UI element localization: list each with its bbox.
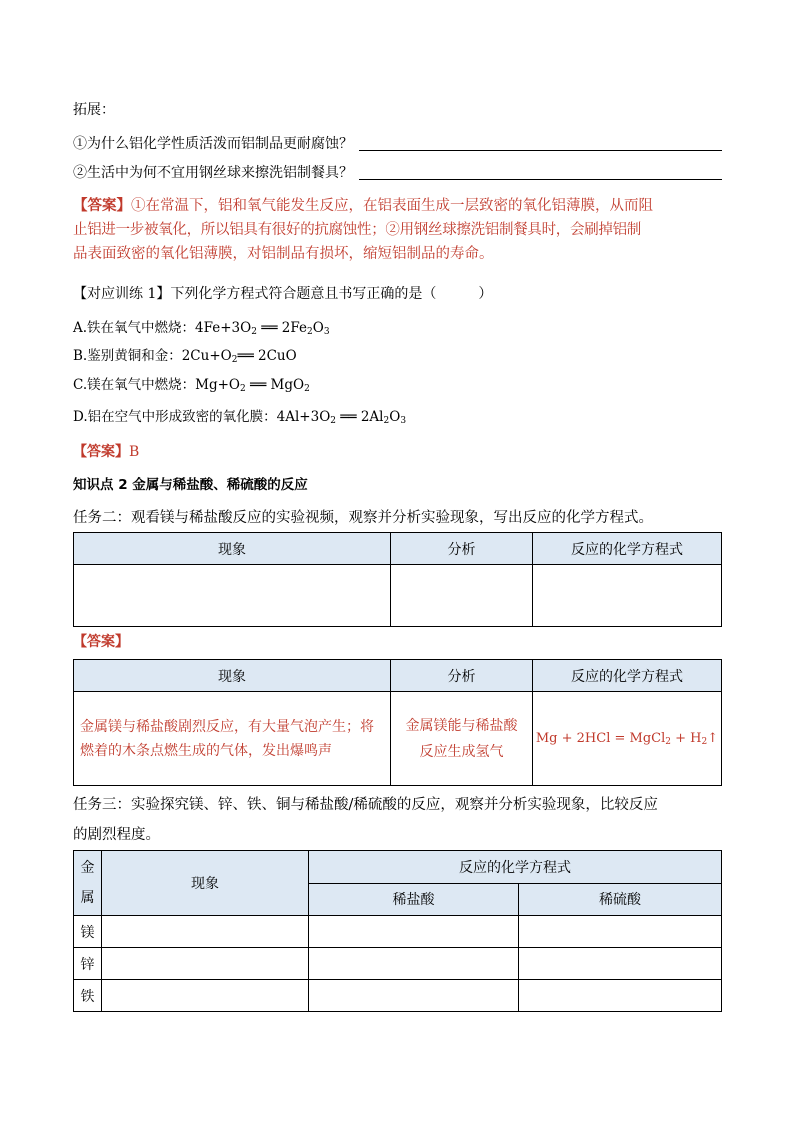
training-answer: 【答案】B (73, 444, 140, 460)
header-metal: 金属 (74, 851, 102, 916)
answer-phenomenon: 金属镁与稀盐酸剧烈反应，有大量气泡产生；将燃着的木条点燃生成的气体，发出爆鸣声 (74, 692, 391, 786)
answer-line-2: 止铝进一步被氧化，所以铝具有很好的抗腐蚀性；②用钢丝球擦洗铝制餐具时，会刷掉铝制 (73, 222, 641, 238)
answer-blank-1[interactable] (359, 150, 722, 151)
task-2-table (73, 532, 722, 627)
input-cell[interactable] (309, 980, 519, 1012)
question-2-text: ②生活中为何不宜用钢丝球来擦洗铝制餐具？ (73, 165, 353, 181)
input-cell[interactable] (309, 916, 519, 948)
option-c[interactable]: C.镁在氧气中燃烧：$Mg+O_2$ ══ MgO$_2$ (73, 377, 310, 394)
extension-heading: 拓展： (73, 102, 115, 118)
answer-line-1: ①在常温下，铝和氧气能发生反应，在铝表面生成一层致密的氧化铝薄膜，从而阻 (131, 198, 653, 214)
option-d[interactable]: D.铝在空气中形成致密的氧化膜：$4Al+3O_2$ ══ $2Al_2O_3$ (73, 409, 407, 426)
extension-answer (73, 194, 722, 266)
task-2-text: 任务二：观看镁与稀盐酸反应的实验视频，观察并分析实验现象，写出反应的化学方程式。 (73, 510, 653, 526)
metal-zn: 锌 (74, 948, 102, 980)
answer-blank-2[interactable] (359, 179, 722, 180)
answer-label: 【答案】 (73, 198, 131, 214)
option-b[interactable]: B.鉴别黄铜和金：$2Cu+O_2══$ 2CuO (73, 348, 297, 365)
header-phenomenon-3: 现象 (102, 851, 309, 916)
input-cell[interactable] (519, 916, 722, 948)
task-3-table (73, 850, 722, 1012)
training-label: 【对应训练 1】 (73, 286, 171, 302)
answer-analysis: 金属镁能与稀盐酸反应生成氢气 (391, 692, 533, 786)
training-question (73, 284, 492, 304)
header-hcl: 稀盐酸 (309, 883, 519, 916)
header-equation: 反应的化学方程式 (533, 533, 722, 565)
input-cell[interactable] (102, 948, 309, 980)
cell-equation-input[interactable] (533, 565, 722, 627)
metal-mg: 镁 (74, 916, 102, 948)
question-1 (73, 134, 722, 154)
task-2-answer-table: 现象 分析 反应的化学方程式 金属镁与稀盐酸剧烈反应，有大量气泡产生；将燃着的木条点燃生成的气体，发出爆鸣声 金属镁能与稀盐酸反应生成氢气 Mg + 2HCl = MgCl$_2$ + $H_2↑$ (73, 659, 722, 786)
input-cell[interactable] (309, 948, 519, 980)
answer-equation: Mg + 2HCl = MgCl$_2$ + $H_2↑$ (533, 692, 722, 786)
cell-phenomenon-input[interactable] (74, 565, 391, 627)
header-analysis: 分析 (391, 533, 533, 565)
answer-line-3: 品表面致密的氧化铝薄膜，对铝制品有损坏，缩短铝制品的寿命。 (73, 246, 494, 262)
input-cell[interactable] (102, 916, 309, 948)
input-cell[interactable] (519, 980, 722, 1012)
task-3-text: 任务三：实验探究镁、锌、铁、铜与稀盐酸/稀硫酸的反应，观察并分析实验现象，比较反应 的剧烈程度。 (73, 797, 658, 843)
question-2 (73, 163, 722, 183)
header-phenomenon: 现象 (74, 533, 391, 565)
knowledge-point-2-title: 知识点 2 金属与稀盐酸、稀硫酸的反应 (73, 477, 308, 493)
input-cell[interactable] (519, 948, 722, 980)
cell-analysis-input[interactable] (391, 565, 533, 627)
question-1-text: ①为什么铝化学性质活泼而铝制品更耐腐蚀？ (73, 136, 353, 152)
header-equation-3: 反应的化学方程式 (309, 851, 722, 884)
task-2-answer-label: 【答案】 (73, 634, 129, 650)
metal-fe: 铁 (74, 980, 102, 1012)
training-question-text: 下列化学方程式符合题意且书写正确的是（ ） (170, 286, 493, 302)
option-a[interactable]: A.铁在氧气中燃烧：$4Fe+3O_2$ ══ $2Fe_2O_3$ (73, 320, 330, 337)
input-cell[interactable] (102, 980, 309, 1012)
header-h2so4: 稀硫酸 (519, 883, 722, 916)
